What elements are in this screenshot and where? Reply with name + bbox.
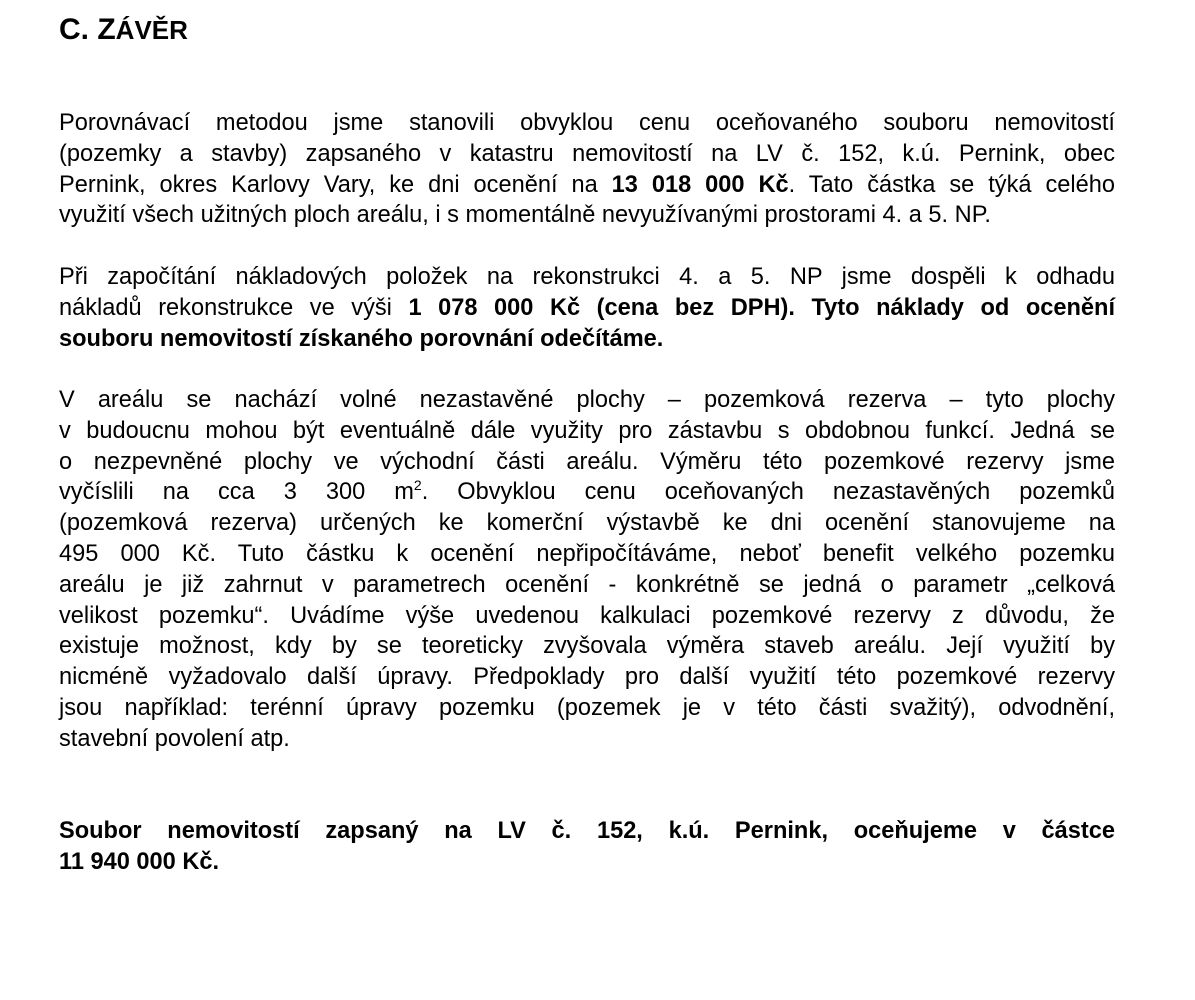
text-line: V areálu se nachází volné nezastavěné plochy – pozemková rezerva – tyto plochy — [59, 387, 1115, 413]
text-line: Porovnávací metodou jsme stanovili obvyklou cenu oceňovaného souboru nemovitostí — [59, 110, 1115, 136]
text-line: nicméně vyžadovalo další úpravy. Předpoklady pro další využití této pozemkové rezervy — [59, 664, 1115, 691]
text-line — [59, 170, 1115, 201]
paragraph-land-reserve — [59, 385, 1115, 755]
text-line: stavební povolení atp. — [59, 725, 290, 752]
text-line — [59, 293, 1115, 324]
text-line — [59, 477, 1115, 508]
valuation-amount: 13 018 000 Kč — [611, 171, 789, 198]
section-heading — [59, 0, 1115, 48]
text-line: v budoucnu mohou být eventuálně dále využity pro zástavbu s obdobnou funkcí. Jedná se — [59, 417, 1115, 444]
text-line: existuje možnost, kdy by se teoreticky zvyšovala výměra staveb areálu. Její využití by — [59, 633, 1115, 660]
text-fragment: souboru nemovitostí získaného porovnání odečítáme. — [59, 325, 664, 352]
heading-rest: ÁVĚR — [115, 15, 188, 45]
text-line — [59, 324, 1115, 355]
text-line: využití všech užitných ploch areálu, i s momentálně nevyužívanými prostorami 4. a 5. NP. — [59, 202, 991, 229]
paragraph-reconstruction — [59, 262, 1115, 354]
superscript: 2 — [413, 477, 422, 494]
text-line: Soubor nemovitostí zapsaný na LV č. 152, k.ú. Pernink, oceňujeme v částce — [59, 818, 1115, 844]
text-line: jsou například: terénní úpravy pozemku (pozemek je v této části svažitý), odvodnění, — [59, 694, 1115, 721]
text-fragment: . Obvyklou cenu oceňovaných nezastavěných pozemků — [421, 479, 1115, 506]
text-line: (pozemky a stavby) zapsaného v katastru nemovitostí na LV č. 152, k.ú. Pernink, obec — [59, 140, 1115, 167]
text-line: areálu je již zahrnut v parametrech ocenění - konkrétně se jedná o parametr „celková — [59, 571, 1115, 598]
reconstruction-cost: 1 078 000 Kč (cena bez DPH). Tyto náklady od ocenění — [408, 294, 1116, 321]
paragraph-valuation — [59, 108, 1115, 231]
text-fragment: vyčíslili na cca 3 300 m — [59, 479, 414, 506]
text-line: Při započítání nákladových položek na rekonstrukci 4. a 5. NP jsme dospěli k odhadu — [59, 264, 1115, 290]
final-amount: 11 940 000 Kč. — [59, 848, 220, 875]
document-page — [59, 0, 1116, 875]
text-line: o nezpevněné plochy ve východní části areálu. Výměru této pozemkové rezervy jsme — [59, 448, 1115, 475]
text-fragment: . Tato částka se týká celého — [788, 171, 1115, 198]
heading-prefix: C. Z — [59, 13, 116, 46]
text-fragment: Pernink, okres Karlovy Vary, ke dni ocenění na — [59, 171, 612, 198]
text-fragment: nákladů rekonstrukce ve výši — [59, 294, 409, 321]
text-line: 495 000 Kč. Tuto částku k ocenění nepřipočítáváme, neboť benefit velkého pozemku — [59, 540, 1115, 567]
text-line: velikost pozemku“. Uvádíme výše uvedenou kalkulaci pozemkové rezervy z důvodu, že — [59, 602, 1115, 629]
text-line: (pozemková rezerva) určených ke komerční výstavbě ke dni ocenění stanovujeme na — [59, 510, 1115, 537]
paragraph-final-valuation — [59, 816, 1115, 878]
